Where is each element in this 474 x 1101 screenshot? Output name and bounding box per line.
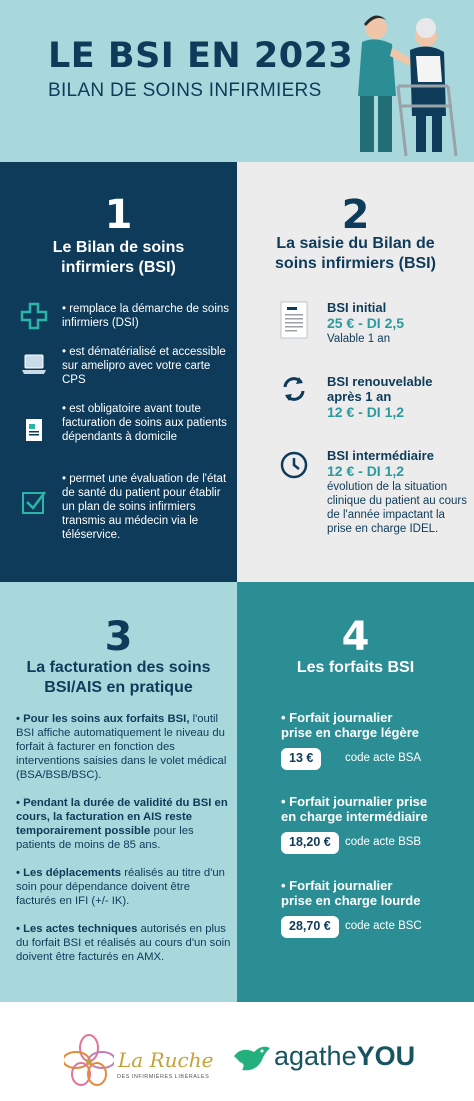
bsi-inter-block [327, 448, 472, 536]
bsi-renew-block [327, 374, 472, 421]
list-item: • remplace la démarche de soins infirmiers (DSI) [62, 303, 230, 329]
header [0, 0, 474, 162]
forfait-bsa-code: code acte BSA [345, 752, 422, 764]
section-number: 3 [104, 614, 133, 660]
list-item: • Pour les soins aux forfaits BSI, l'outil BSI affiche automatiquement le niveau du forfait à facturer en fonction des interventions saisies dans le volet médical (BSA/BSB/BSC). [16, 713, 227, 781]
section-title-line1: Le Bilan de soins [52, 239, 185, 256]
la-ruche-flower-logo [64, 1034, 114, 1088]
list-item: • Pendant la durée de validité du BSI en cours, la facturation en AIS reste temporairement possible pour les patients de moins de 85 ans. [16, 797, 228, 851]
forfait-bsa-label-2: prise en charge légère [281, 725, 420, 740]
bsi-renew-head2: après 1 an [327, 389, 392, 404]
forfait-bsc-price: 28,70 € [281, 916, 339, 938]
forfait-bsa-price: 13 € [281, 748, 321, 770]
section-title-line1: La saisie du Bilan de [276, 235, 435, 252]
la-ruche-logo-subtitle: DES INFIRMIÈRES LIBÉRALES [117, 1074, 210, 1080]
document-icon [279, 300, 309, 340]
bsi-inter-price: 12 € - DI 1,2 [327, 463, 405, 479]
section-title-line2: infirmiers (BSI) [61, 259, 176, 276]
section-2 [237, 162, 474, 582]
bsi-initial-sub: Valable 1 an [327, 333, 391, 345]
section-title: Les forfaits BSI [296, 659, 415, 676]
checkbox-icon [20, 488, 48, 516]
list-item: • est obligatoire avant toute facturation de soins aux patients dépendants à domicile [62, 403, 227, 443]
section-number: 4 [341, 614, 370, 660]
clock-icon [279, 450, 309, 480]
section-title-line2: BSI/AIS en pratique [44, 679, 193, 696]
refresh-icon [279, 374, 309, 404]
bsi-initial-block [327, 300, 472, 346]
bsi-inter-sub: évolution de la situation clinique du patient au cours de l'année impactant la prise en charge IDEL. [327, 481, 468, 535]
section-number: 2 [341, 192, 370, 238]
forfait-bsb-code: code acte BSB [345, 836, 422, 848]
section-1 [0, 162, 237, 582]
page-subtitle: BILAN DE SOINS INFIRMIERS [48, 80, 322, 101]
list-item: • Les déplacements réalisés au titre d'un soin pour dépendance doivent être facturés en IFI (+/- IK). [16, 867, 225, 907]
section-title-line2: soins infirmiers (BSI) [275, 255, 436, 272]
agathe-bird-logo [232, 1042, 272, 1076]
list-item: • permet une évaluation de l'état de santé du patient pour établir un plan de soins infirmiers transmis au médecin via le téléservice. [62, 473, 227, 541]
forfait-bsb-label-1: • Forfait journalier prise [281, 794, 428, 809]
list-item: • est dématérialisé et accessible sur amelipro avec votre carte CPS [62, 346, 226, 386]
laptop-icon [20, 350, 48, 378]
forfait-bsa-label-1: • Forfait journalier [281, 710, 393, 725]
section-title-line1: La facturation des soins [26, 659, 211, 676]
forfait-bsc-code: code acte BSC [345, 920, 422, 932]
list-item: • Les actes techniques autorisés en plus du forfait BSI et réalisés au cours d'un soin doivent être facturés en AMX. [16, 923, 231, 963]
forfait-bsb-price: 18,20 € [281, 832, 339, 854]
page-title: LE BSI EN 2023 [48, 36, 354, 76]
forfait-bsc-label-2: prise en charge lourde [281, 893, 421, 908]
section-3 [0, 582, 237, 1002]
section-4 [237, 582, 474, 1002]
bsi-initial-price: 25 € - DI 2,5 [327, 315, 405, 331]
bsi-renew-price: 12 € - DI 1,2 [327, 404, 405, 420]
nurse-elderly-illustration [340, 6, 470, 162]
bsi-renew-head1: BSI renouvelable [327, 374, 433, 389]
section-number: 1 [104, 192, 133, 238]
document-icon [20, 416, 48, 444]
forfait-bsb-label-2: en charge intermédiaire [281, 809, 428, 824]
la-ruche-logo-text: La Ruche [118, 1048, 214, 1072]
agathe-you-logo-text: agatheYOU [274, 1041, 416, 1071]
plus-cross-icon [20, 302, 48, 330]
bsi-initial-head: BSI initial [327, 300, 387, 315]
bsi-inter-head: BSI intermédiaire [327, 448, 434, 463]
forfait-bsc-label-1: • Forfait journalier [281, 878, 393, 893]
